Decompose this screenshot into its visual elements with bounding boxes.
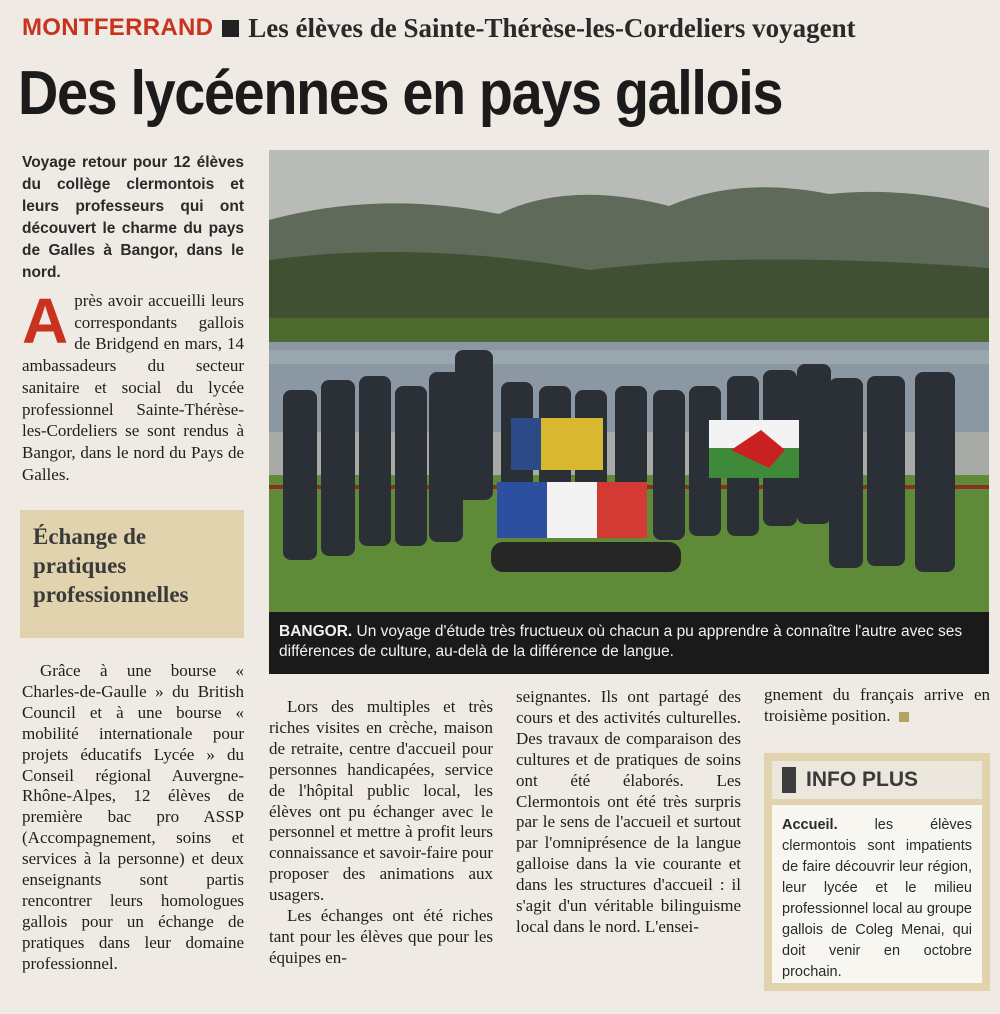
info-plus-text: les élèves clermontois sont impatients de faire découvrir leur région, leur lycée et le milieu professionnel local au groupe gallois de Coleg Menai, qui doit venir en octobre prochain. (782, 817, 972, 980)
end-mark-icon (899, 712, 909, 722)
column-2-paragraph-2: Les échanges ont été riches tant pour les élèves que pour les équipes en- (269, 906, 493, 967)
column-4 (764, 685, 990, 727)
column-4-text: gnement du français arrive en troisième position. (764, 685, 990, 725)
column-2 (269, 697, 493, 969)
subhead-box (20, 510, 244, 638)
column-3-text: seignantes. Ils ont partagé des cours et des activités culturelles. Des travaux de comparaison des cultures et de pratiques de soins ont été élaborés. Les Clermontois ont été très surpris par le sens de l'accueil et surtout par l'omniprésence de la langue galloise dans la vie courante et dans les structures d'accueil : il s'agit d'un véritable bilinguisme local dans le nord. L'ensei- (516, 687, 741, 936)
chapo: Voyage retour pour 12 élèves du collège clermontois et leurs professeurs qui ont découvert le charme du pays de Galles à Bangor, dans le nord. (22, 154, 244, 281)
caption-text: Un voyage d'étude très fructueux où chacun a pu apprendre à connaître l'autre avec ses différences de culture, au-delà de la différence de langue. (279, 623, 963, 660)
info-plus-title: INFO PLUS (806, 768, 919, 791)
photo-caption (269, 612, 989, 674)
group-photo (269, 150, 989, 612)
info-plus-body (772, 805, 982, 983)
info-plus-lead: Accueil. (782, 817, 838, 833)
column-1 (22, 661, 244, 975)
column-1-text: Grâce à une bourse « Charles-de-Gaulle » du British Council et à une bourse « mobilité internationale pour projets éducatifs Lycée » du Conseil régional Auvergne-Rhône-Alpes, 12 élèves de première bac pro ASSP (Accompagnement, soins et services à la personne) et deux enseignants sont partis rencontrer leurs homologues gallois pour un échange de pratiques dans leur domaine professionnel. (22, 661, 244, 973)
info-marker-icon (782, 767, 796, 793)
square-bullet-icon (222, 20, 239, 37)
headline: Des lycéennes en pays gallois (18, 59, 783, 128)
caption-label: BANGOR. (279, 623, 353, 640)
dropcap: A (22, 285, 69, 357)
subhead-text: Échange de pratiques professionnelles (33, 524, 189, 607)
info-plus-box (764, 753, 990, 991)
column-3 (516, 687, 741, 938)
column-2-paragraph-1: Lors des multiples et très riches visites en crèche, maison de retraite, centre d'accueil pour personnes handicapées, service de l'hôpital public local, les élèves ont pu échanger avec le personnel et mettre à profit leurs connaissance et savoir-faire pour proposer des animations aux usagers. (269, 697, 493, 905)
lead-text: près avoir accueilli leurs correspondants gallois de Bridgend en mars, 14 ambassadeurs du secteur sanitaire et social du lycée professionnel Sainte-Thérèse-les-Cordeliers se sont rendus à Bangor, dans le nord du Pays de Galles. (22, 291, 244, 484)
info-plus-header (772, 761, 982, 799)
kicker-subtitle: Les élèves de Sainte-Thérèse-les-Cordeliers voyagent (248, 12, 856, 43)
location-label: MONTFERRAND (22, 14, 214, 41)
article-kicker (22, 10, 856, 46)
lead-paragraph (22, 285, 244, 485)
photo-illustration (269, 150, 989, 612)
